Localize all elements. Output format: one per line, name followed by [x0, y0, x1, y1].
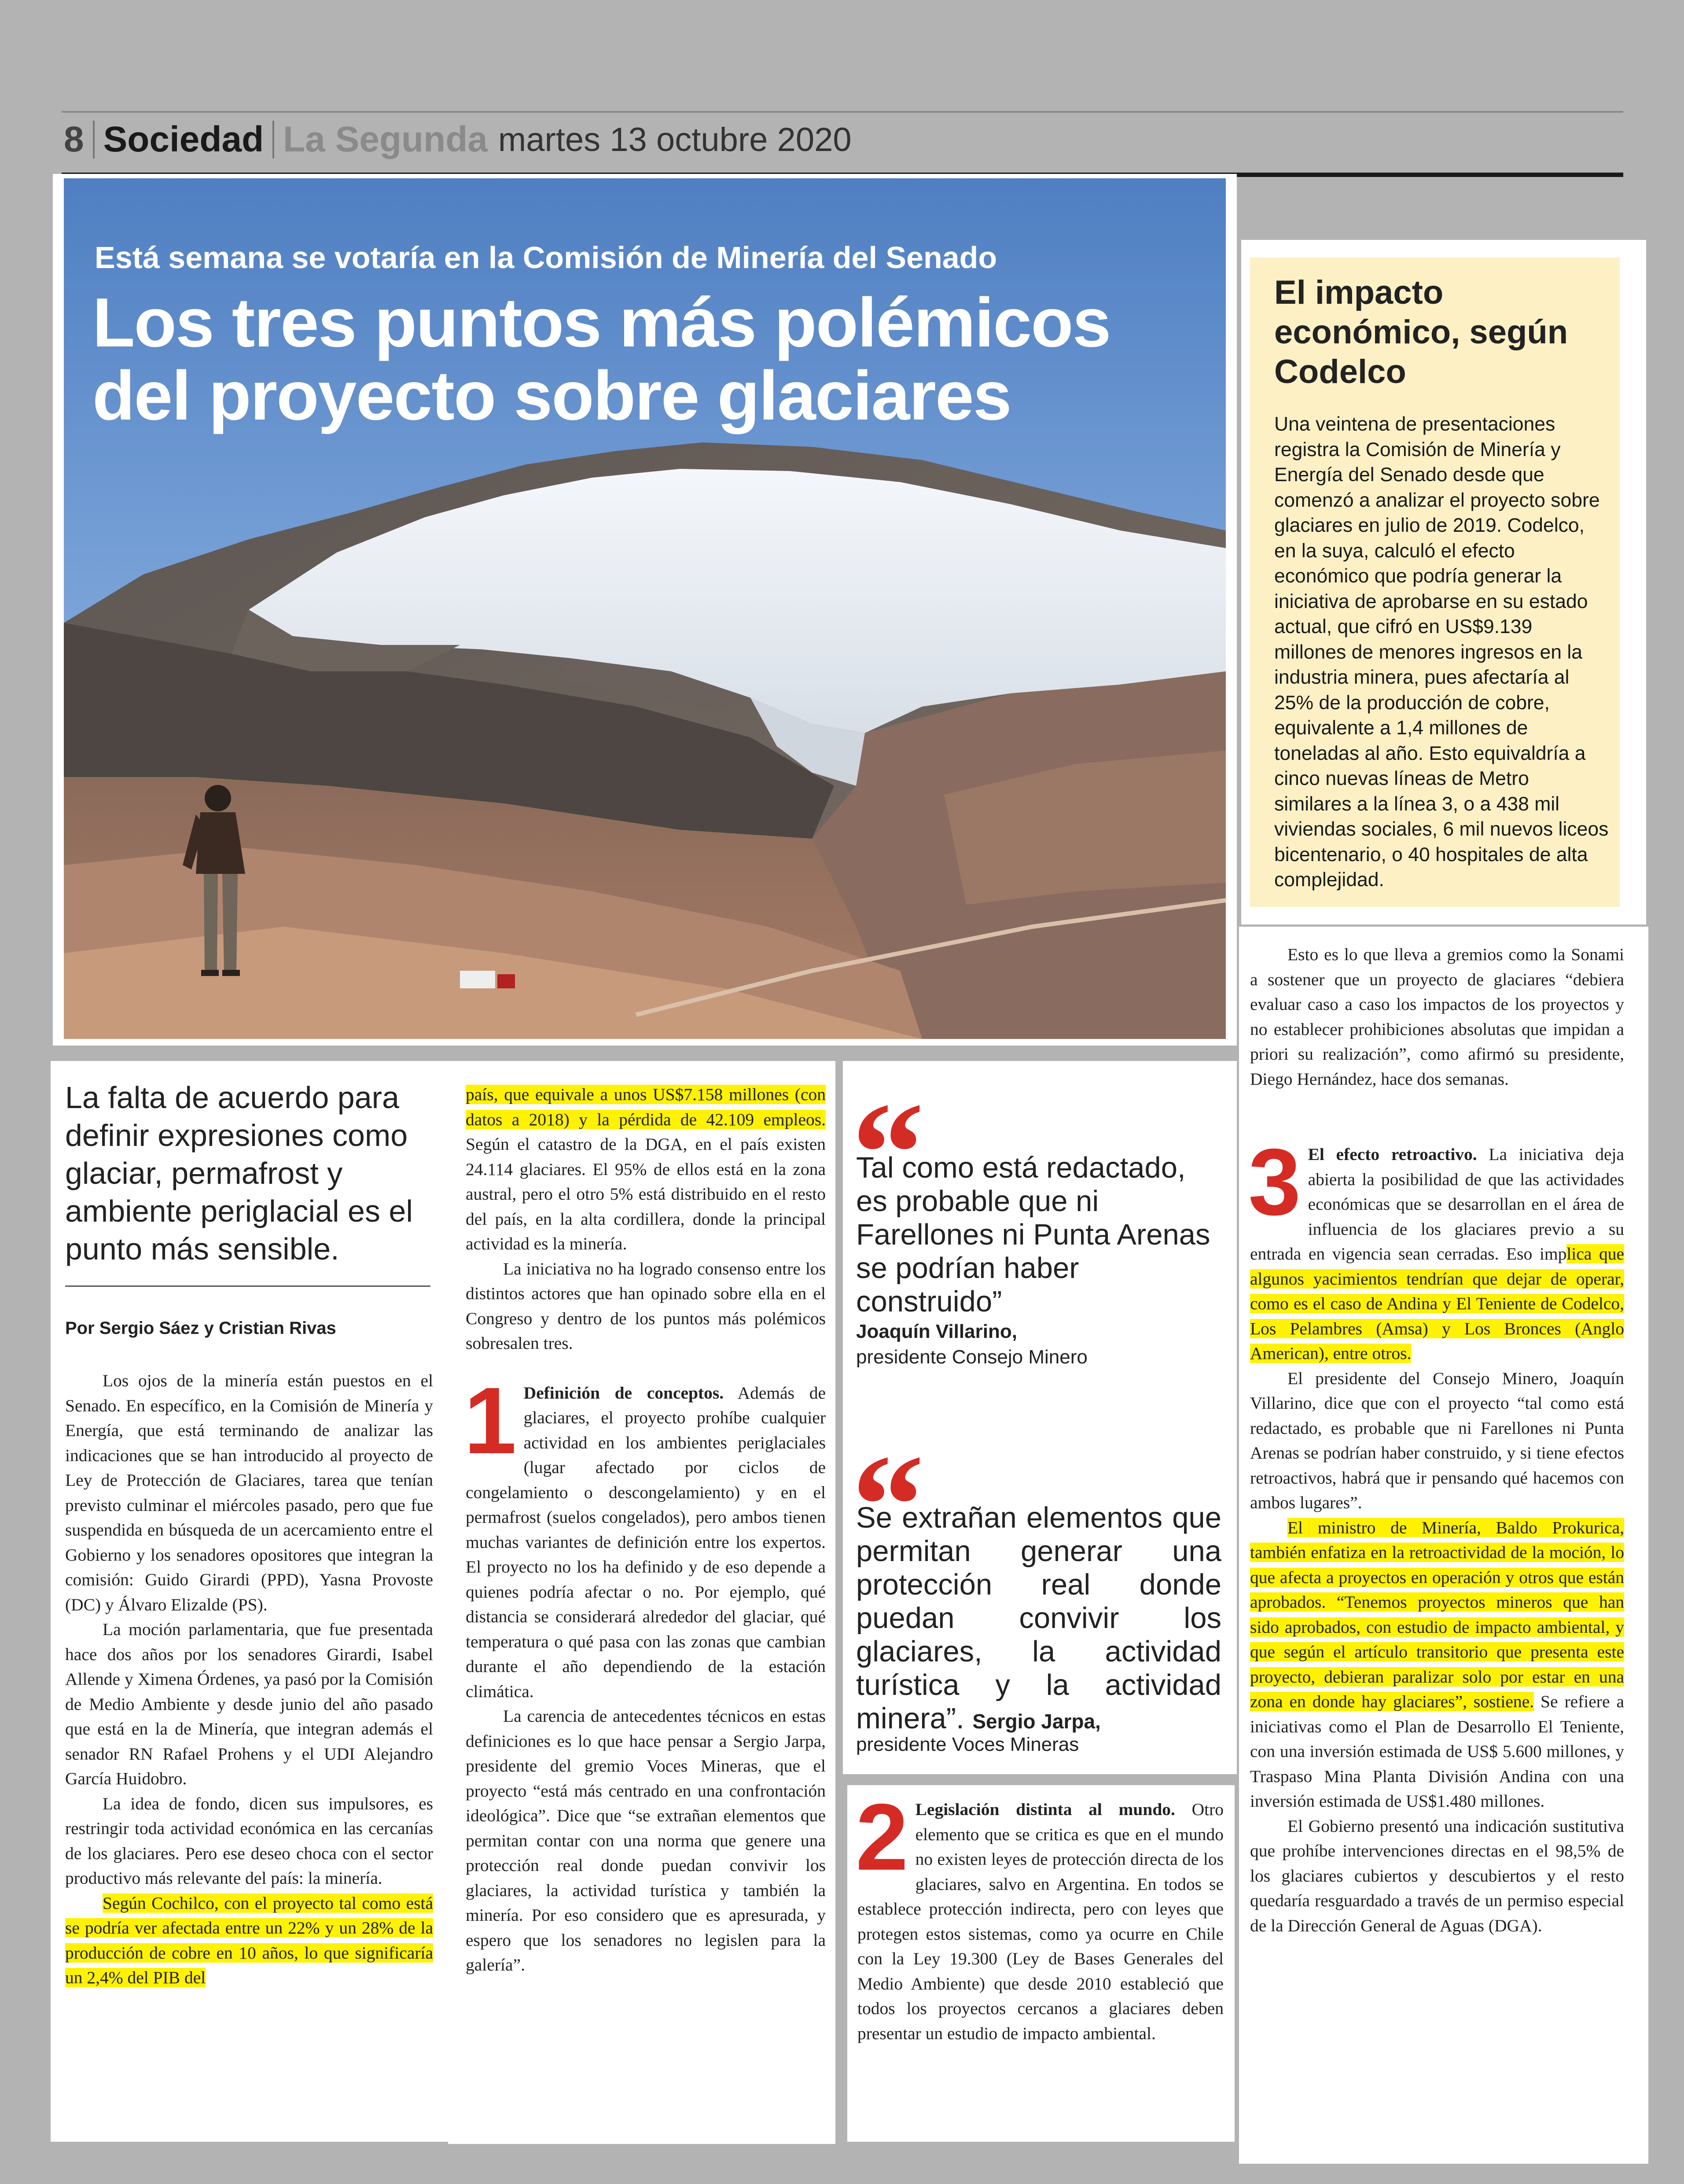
- sidebar-title: El impacto económico, según Codelco: [1274, 274, 1568, 390]
- quote-1-author: Joaquín Villarino,: [856, 1321, 1017, 1342]
- section-title: Legislación distinta al mundo.: [915, 1800, 1175, 1819]
- header-top-rule: [62, 111, 1623, 113]
- column-4-text: [1248, 1129, 1624, 1938]
- paragraph: La moción parlamentaria, que fue presentada hace dos años por los senadores Girardi, Isabel Allende y Ximena Órdenes, ya pasó por la Comisión de Medio Ambiente y desde junio del año pasado que está en la de Minería, que integran además el senador RN Rafael Prohens y el UDI Alejandro García Huidobro.: [65, 1620, 433, 1788]
- highlighted-text: Según Cochilco, con el proyecto tal como está se podría ver afectada entre un 22% y un 28% de la producción de cobre en 10 años, lo que significaría un 2,4% del PIB del: [65, 1893, 433, 1987]
- paragraph: [466, 1082, 826, 1256]
- article-headline: Los tres puntos más polémicos del proyecto sobre glaciares: [92, 284, 1110, 435]
- publication-name: La Segunda: [283, 119, 488, 159]
- quote-2-text: Se extrañan elementos que permitan generar una protección real donde puedan convivir los glaciares, la actividad turística y la actividad minera”.: [856, 1501, 1221, 1735]
- byline: Por Sergio Sáez y Cristian Rivas: [65, 1319, 336, 1338]
- publication-date: martes 13 octubre 2020: [498, 121, 852, 158]
- highlighted-text: El ministro de Minería, Baldo Prokurica, también enfatiza en la retroactividad de la moción, lo que afecta a proyectos en operación y otros que están aprobados. “Tenemos proyectos mineros que han sido aprobados, con estudio de impacto ambiental, y que según el artículo transitorio que presenta este proyecto, debieran paralizar solo por estar en una zona en donde hay glaciares”, sostiene.: [1250, 1517, 1624, 1711]
- pull-quote-2: [856, 1501, 1221, 1738]
- paragraph: La iniciativa no ha logrado consenso entre los distintos actores que han opinado sobre ella en el Congreso y dentro de los puntos más polémicos sobresalen tres.: [466, 1259, 826, 1353]
- lead-divider: [65, 1285, 430, 1287]
- hero-kicker: Está semana se votaría en la Comisión de Minería del Senado: [95, 240, 997, 275]
- column-1-text: [65, 1368, 433, 1990]
- paragraph: [1250, 1515, 1624, 1814]
- section-name: Sociedad: [103, 119, 264, 159]
- section-1: [464, 1367, 826, 1704]
- quote-mark-icon: “: [852, 1073, 911, 1234]
- column-4-intro: [1250, 942, 1624, 1091]
- quote-2-author: Sergio Jarpa,: [972, 1710, 1101, 1733]
- paragraph-text: Según el catastro de la DGA, en el país existen 24.114 glaciares. El 95% de ellos está en la zona austral, pero el otro 5% está distribuido en el resto del país, en la alta cordillera, donde la principal actividad es la minería.: [466, 1134, 826, 1253]
- header-divider: [272, 121, 274, 158]
- highlighted-text: país, que equivale a unos US$7.158 millones (con datos a 2018) y la pérdida de 42.109 empleos.: [466, 1085, 826, 1129]
- section-body: Otro elemento que se critica es que en el mundo no existen leyes de protección directa de los glaciares, salvo en Argentina. En todos se establece protección indirecta, pero con leyes que protegen estos sistemas, como ya ocurre en Chile con la Ley 19.300 (Ley de Bases Generales del Medio Ambiente) que desde 2010 estableció que todos los proyectos cercanos a glaciares deben presentar un estudio de impacto ambiental.: [857, 1800, 1224, 2043]
- highlighted-text: lica que algunos yacimientos tendrían que dejar de operar, como es el caso de Andina y El Teniente de Codelco, Los Pelambres (Amsa) y Los Bronces (Anglo American), entre otros.: [1250, 1244, 1624, 1363]
- paragraph: [65, 1891, 433, 1990]
- paragraph: El Gobierno presentó una indicación sustitutiva que prohíbe intervenciones directas en el 98,5% de los glaciares cubiertos y descubiertos y el resto quedaría resguardado a través de un permiso especial de la Dirección General de Aguas (DGA).: [1250, 1816, 1624, 1935]
- paragraph: Los ojos de la minería están puestos en el Senado. En específico, en la Comisión de Minería y Energía, que está terminando de analizar las indicaciones que se han introducido al proyecto de Ley de Protección de Glaciares, tarea que tenían previsto culminar el miércoles pasado, pero que fue suspendida en búsqueda de un acercamiento entre el Gobierno y los senadores opositores que integran la comisión: Guido Girardi (PPD), Yasna Provoste (DC) y Álvaro Elizalde (PS).: [65, 1371, 433, 1614]
- column-3-text: [856, 1784, 1224, 2046]
- article-lead: La falta de acuerdo para definir expresiones como glaciar, permafrost y ambiente periglacial es el punto más sensible.: [65, 1080, 413, 1266]
- paragraph: La idea de fondo, dicen sus impulsores, es restringir toda actividad económica en las cercanías de los glaciares. Pero ese deseo choca con el sector productivo más relevante del país: la minería.: [65, 1794, 433, 1888]
- header-divider: [93, 121, 95, 158]
- paragraph-text: Se refiere a iniciativas como el Plan de Desarrollo El Teniente, con una inversión estimada de US$ 5.600 millones, y Traspaso Mina Planta División Andina con una inversión estimada de US$1.480 millones.: [1250, 1692, 1624, 1811]
- pull-quote-1: Tal como está redactado, es probable que ni Farellones ni Punta Arenas se podrían haber construido”: [856, 1151, 1210, 1318]
- section-number: 2: [856, 1784, 908, 1890]
- section-number: 1: [464, 1367, 517, 1473]
- section-body: Además de glaciares, el proyecto prohíbe cualquier actividad en los ambientes periglaciales (lugar afectado por ciclos de congelamiento o descongelamiento) y en el permafrost (suelos congelados), pero ambos tienen muchas variantes de definición entre los expertos. El proyecto no los ha definido y de eso depende a quienes podría afectar o no. Por ejemplo, qué distancia se considerará alrededor del glaciar, qué temperatura o qué pasa con las zonas que cambian durante el año dependiendo de la estación climática.: [466, 1383, 826, 1701]
- section-2: [856, 1784, 1224, 2046]
- quote-2-role: presidente Voces Mineras: [856, 1734, 1079, 1755]
- section-3: [1248, 1129, 1624, 1366]
- paragraph: Esto es lo que lleva a gremios como la Sonami a sostener que un proyecto de glaciares “debiera evaluar caso a caso los impactos de los proyectos y no establecer prohibiciones absolutas que impidan a priori su realización”, como afirmó su presidente, Diego Hernández, hace dos semanas.: [1250, 945, 1624, 1089]
- section-title: Definición de conceptos.: [523, 1383, 724, 1403]
- page-header: [64, 115, 852, 164]
- quote-mark-icon: “: [852, 1425, 911, 1586]
- sidebar-body: Una veintena de presentaciones registra la Comisión de Minería y Energía del Senado desde que comenzó a analizar el proyecto sobre glaciares en julio de 2019. Codelco, en la suya, calculó el efecto económico que podría generar la iniciativa de aprobarse en su estado actual, que cifró en US$9.139 millones de menores ingresos en la industria minera, pues afectaría al 25% de la producción de cobre, equivalente a 1,4 millones de toneladas al año. Esto equivaldría a cinco nuevas líneas de Metro similares a la línea 3, o a 438 mil viviendas sociales, 6 mil nuevos liceos bicentenario, o 40 hospitales de alta complejidad.: [1274, 413, 1609, 891]
- page-number: 8: [64, 119, 84, 159]
- quote-1-role: presidente Consejo Minero: [856, 1346, 1088, 1368]
- section-title: El efecto retroactivo.: [1308, 1145, 1477, 1164]
- column-2-text: [466, 1082, 826, 1978]
- paragraph: La carencia de antecedentes técnicos en estas definiciones es lo que hace pensar a Sergio Jarpa, presidente del gremio Voces Mineras, que el proyecto “está más centrado en una confrontación ideológica”. Dice que “se extrañan elementos que permitan contar con una norma que genere una protección real donde puedan convivir los glaciares, la actividad turística y también la minería. Por eso considero que es apresurada, y espero que los senadores no legislen para la galería”.: [466, 1706, 826, 1974]
- section-body: La iniciativa deja abierta la posibilidad de que las actividades económicas que se desarrollan en el área de influencia de los glaciares previo a su entrada en vigencia sean cerradas. Eso imp: [1250, 1145, 1624, 1263]
- paragraph: El presidente del Consejo Minero, Joaquín Villarino, dice que con el proyecto “tal como está redactado, es probable que ni Farellones ni Punta Arenas se podrían haber construido, y si tiene efectos retroactivos, habrá que ir pensando qué hacemos con ambos lugares”.: [1250, 1368, 1624, 1512]
- section-number: 3: [1248, 1129, 1301, 1235]
